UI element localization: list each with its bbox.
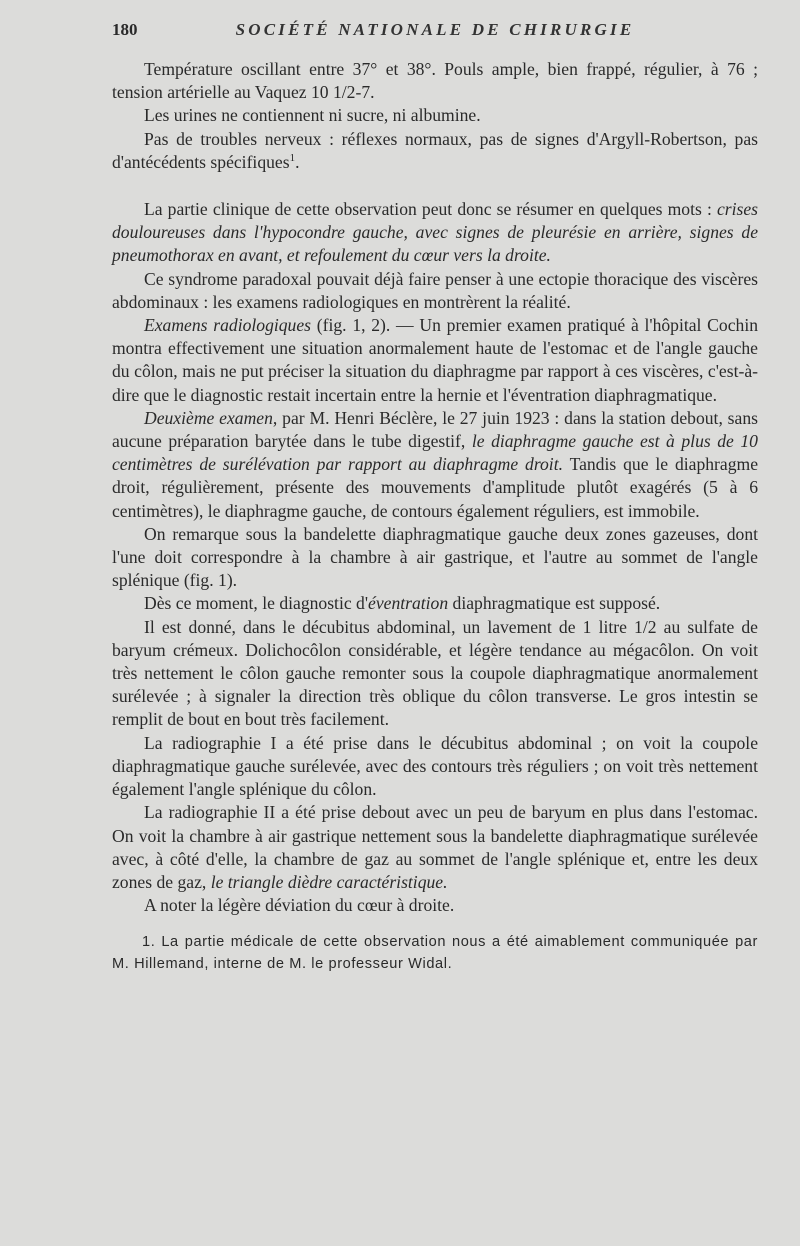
radiology-text: (fig. 1, 2). — Un premier examen pratiqué à l'hôpital Cochin montra effectivement une situation anormalement haute de l'estomac et de l'angle gauche du côlon, mais ne put préciser la situation du diaphragme par rapport à ces viscères, c'est-à-dire que le diagnostic restait incertain entre la hernie et l'éventration diaphragmatique. [112, 315, 759, 405]
radiograph-2-text: La radiographie II a été prise debout avec un peu de baryum en plus dans l'estomac. On voit la chambre à air gastrique nettement sous la bandelette diaphragmatique surélevée avec, à côté d'elle, la chambre de gaz au sommet de l'angle splénique et, entre les deux zones de gaz, [112, 802, 758, 892]
running-head: SOCIÉTÉ NATIONALE DE CHIRURGIE [235, 20, 635, 39]
diagnosis-italic: éventration [368, 593, 449, 614]
footnote [112, 931, 758, 975]
paragraph-nervous-text: Pas de troubles nerveux : réflexes normaux, pas de signes d'Argyll-Robertson, pas d'antécédents spécifiques [112, 128, 758, 172]
second-exam-heading: Deuxième examen [144, 407, 273, 428]
footnote-reference: 1 [289, 151, 296, 164]
paragraph-clinical-summary [112, 198, 758, 268]
page-number: 180 [112, 20, 138, 39]
paragraph-enema: Il est donné, dans le décubitus abdominal, un lavement de 1 litre 1/2 au sulfate de baryum crémeux. Dolichocôlon considérable, et légère tendance au mégacôlon. On voit très nettement le côlon gauche remonter sous la coupole diaphragmatique anormalement surélevée ; à signaler la direction très oblique du côlon transverse. Le gros intestin se remplit de bout en bout très facilement. [112, 616, 758, 730]
paragraph-urines: Les urines ne contiennent ni sucre, ni albumine. [144, 105, 481, 126]
paragraph-radiograph-1: La radiographie I a été prise dans le décubitus abdominal ; on voit la coupole diaphragmatique gauche surélevée, avec des contours très réguliers ; on voit très nettement également l'angle splénique du côlon. [112, 732, 758, 800]
body-text [112, 58, 758, 975]
paragraph-syndrome: Ce syndrome paradoxal pouvait déjà faire penser à une ectopie thoracique des viscères abdominaux : les examens radiologiques en montrèrent la réalité. [112, 268, 758, 312]
diagnosis-text-1: Dès ce moment, le diagnostic d' [144, 593, 369, 614]
paragraph-radiograph-2 [112, 801, 758, 894]
second-exam-italic: le diaphragme gauche est à plus de 10 centimètres de surélévation par rapport au diaphragme droit. [112, 431, 758, 475]
paragraph-heart: A noter la légère déviation du cœur à droite. [144, 895, 455, 916]
summary-italic: crises douloureuses dans l'hypocondre gauche, avec signes de pleurésie en arrière, signes de pneumothorax en avant, et refoulement du cœur vers la droite. [112, 199, 758, 266]
footnote-separator [112, 917, 758, 931]
paragraph-gas-zones: On remarque sous la bandelette diaphragmatique gauche deux zones gazeuses, dont l'une doit correspondre à la chambre à air gastrique, et l'autre au sommet de l'angle splénique (fig. 1). [112, 523, 758, 591]
paragraph-nervous-end: . [295, 151, 300, 172]
paragraph-nervous [112, 128, 758, 174]
second-exam-text-1: , par M. Henri Béclère, le 27 juin 1923 : dans la station debout, sans aucune préparation barytée dans le tube digestif, [112, 407, 758, 452]
paragraph-temperature: Température oscillant entre 37° et 38°. Pouls ample, bien frappé, régulier, à 76 ; tension artérielle au Vaquez 10 1/2-7. [112, 59, 758, 103]
paragraph-radiology [112, 314, 758, 407]
summary-intro: La partie clinique de cette observation peut donc se résumer en quelques mots : [144, 199, 717, 220]
radiograph-2-italic: le triangle dièdre caractéristique. [210, 871, 448, 892]
paragraph-second-exam [112, 407, 758, 523]
radiology-heading: Examens radiologiques [144, 315, 312, 336]
footnote-text: La partie médicale de cette observation nous a été aimablement communiquée par M. Hillemand, interne de M. le professeur Widal. [112, 934, 758, 973]
paragraph-diagnosis [112, 592, 758, 615]
footnote-number: 1. [142, 934, 156, 951]
page-header [112, 18, 758, 46]
second-exam-text-2: Tandis que le diaphragme droit, régulièrement, présente des mouvements d'amplitude plutôt exagérés (5 à 6 centimètres), le diaphragme gauche, de contours également réguliers, est immobile. [112, 454, 759, 521]
diagnosis-text-2: diaphragmatique est supposé. [448, 593, 661, 614]
